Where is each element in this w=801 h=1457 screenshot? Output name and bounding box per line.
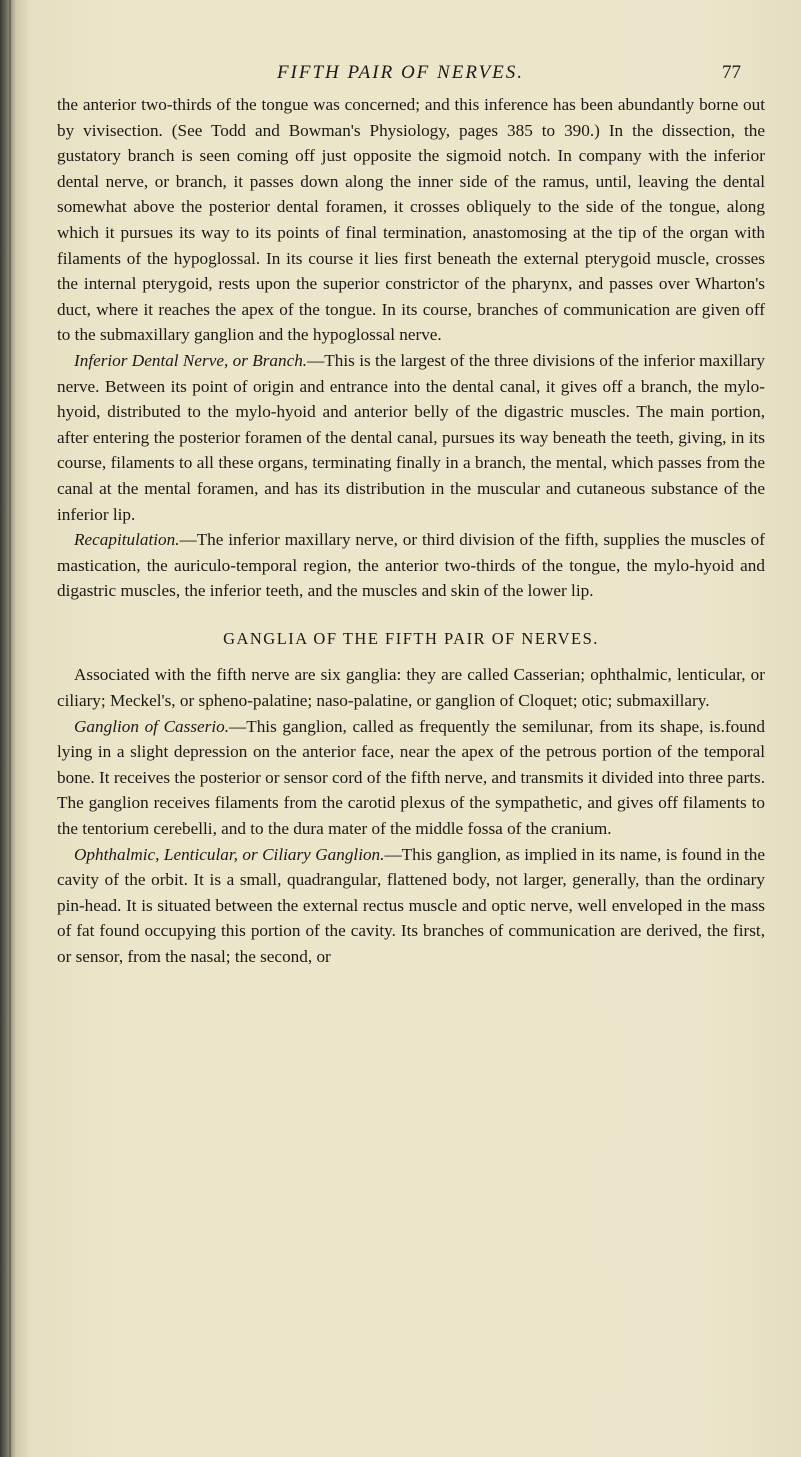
paragraph-text: —The inferior maxillary nerve, or third division of the fifth, supplies the muscles of mastication, the auriculo-temporal region, the anterior two-thirds of the tongue, the mylo-hyoid and digastric muscles, the inferior teeth, and the muscles and skin of the lower lip. — [57, 530, 765, 601]
paragraph-text: Associated with the fifth nerve are six ganglia: they are called Casserian; ophthalmic, lenticular, or ciliary; Meckel's, or spheno-palatine; naso-palatine, or ganglion of Cloquet; otic; submaxillary. — [57, 665, 765, 711]
subsection-title: Recapitulation. — [74, 530, 180, 550]
page-number: 77 — [722, 62, 741, 83]
section-heading: GANGLIA OF THE FIFTH PAIR OF NERVES. — [223, 628, 599, 648]
paragraph-text: the anterior two-thirds of the tongue was concerned; and this inference has been abundantly borne out by vivisection. (See Todd and Bowman's Physiology, pages 385 to 390.) In the dissection, the gustatory branch is seen coming off just opposite the sigmoid notch. In company with the inferior dental nerve, or branch, it passes down along the inner side of the ramus, until, leaving the dental somewhat above the posterior dental foramen, it crosses obliquely to the side of the tongue, along which it pursues its way to its points of final termination, anastomosing at the tip of the organ with filaments of the hypoglossal. In its course it lies first beneath the external pterygoid muscle, crosses the internal pterygoid, rests upon the superior constrictor of the pharynx, and passes over Wharton's duct, where it reaches the apex of the tongue. In its course, branches of communication are given off to the submaxillary ganglion and the hypoglossal nerve. — [57, 95, 765, 345]
subsection-title: Inferior Dental Nerve, or Branch. — [74, 350, 308, 370]
subsection-title: Ophthalmic, Lenticular, or Ciliary Ganglion. — [74, 844, 385, 864]
paragraph — [57, 662, 765, 713]
binding-gutter — [9, 0, 11, 1457]
paragraph-text: —This ganglion, called as frequently the semilunar, from its shape, is.found lying in a slight depression on the anterior face, near the apex of the petrous portion of the temporal bone. It receives the posterior or sensor cord of the fifth nerve, and transmits it divided into three parts. The ganglion receives filaments from the carotid plexus of the sympathetic, and gives off filaments to the tentorium cerebelli, and to the dura mater of the middle fossa of the cranium. — [57, 716, 765, 839]
page-header — [0, 60, 801, 90]
paragraph — [57, 714, 765, 842]
subsection-title: Ganglion of Casserio. — [74, 716, 230, 736]
paragraph — [57, 348, 765, 527]
paragraph — [57, 527, 765, 604]
paragraph — [57, 842, 765, 970]
paragraph-text: —This ganglion, as implied in its name, is found in the cavity of the orbit. It is a small, quadrangular, flattened body, not larger, generally, than the ordinary pin-head. It is situated between the external rectus muscle and optic nerve, well enveloped in the mass of fat found occupying this portion of the cavity. Its branches of communication are derived, the first, or sensor, from the nasal; the second, or — [57, 844, 765, 966]
paragraph — [57, 92, 765, 348]
paragraph-text: —This is the largest of the three divisions of the inferior maxillary nerve. Between its point of origin and entrance into the dental canal, it gives off a branch, the mylo-hyoid, distributed to the mylo-hyoid and anterior belly of the digastric muscles. The main portion, after entering the posterior foramen of the dental canal, pursues its way beneath the teeth, giving, in its course, filaments to all these organs, terminating finally in a branch, the mental, which passes from the canal at the mental foramen, and has its distribution in the muscular and cutaneous substance of the inferior lip. — [57, 350, 765, 524]
body-text — [57, 92, 765, 970]
running-title: FIFTH PAIR OF NERVES. — [276, 62, 525, 83]
